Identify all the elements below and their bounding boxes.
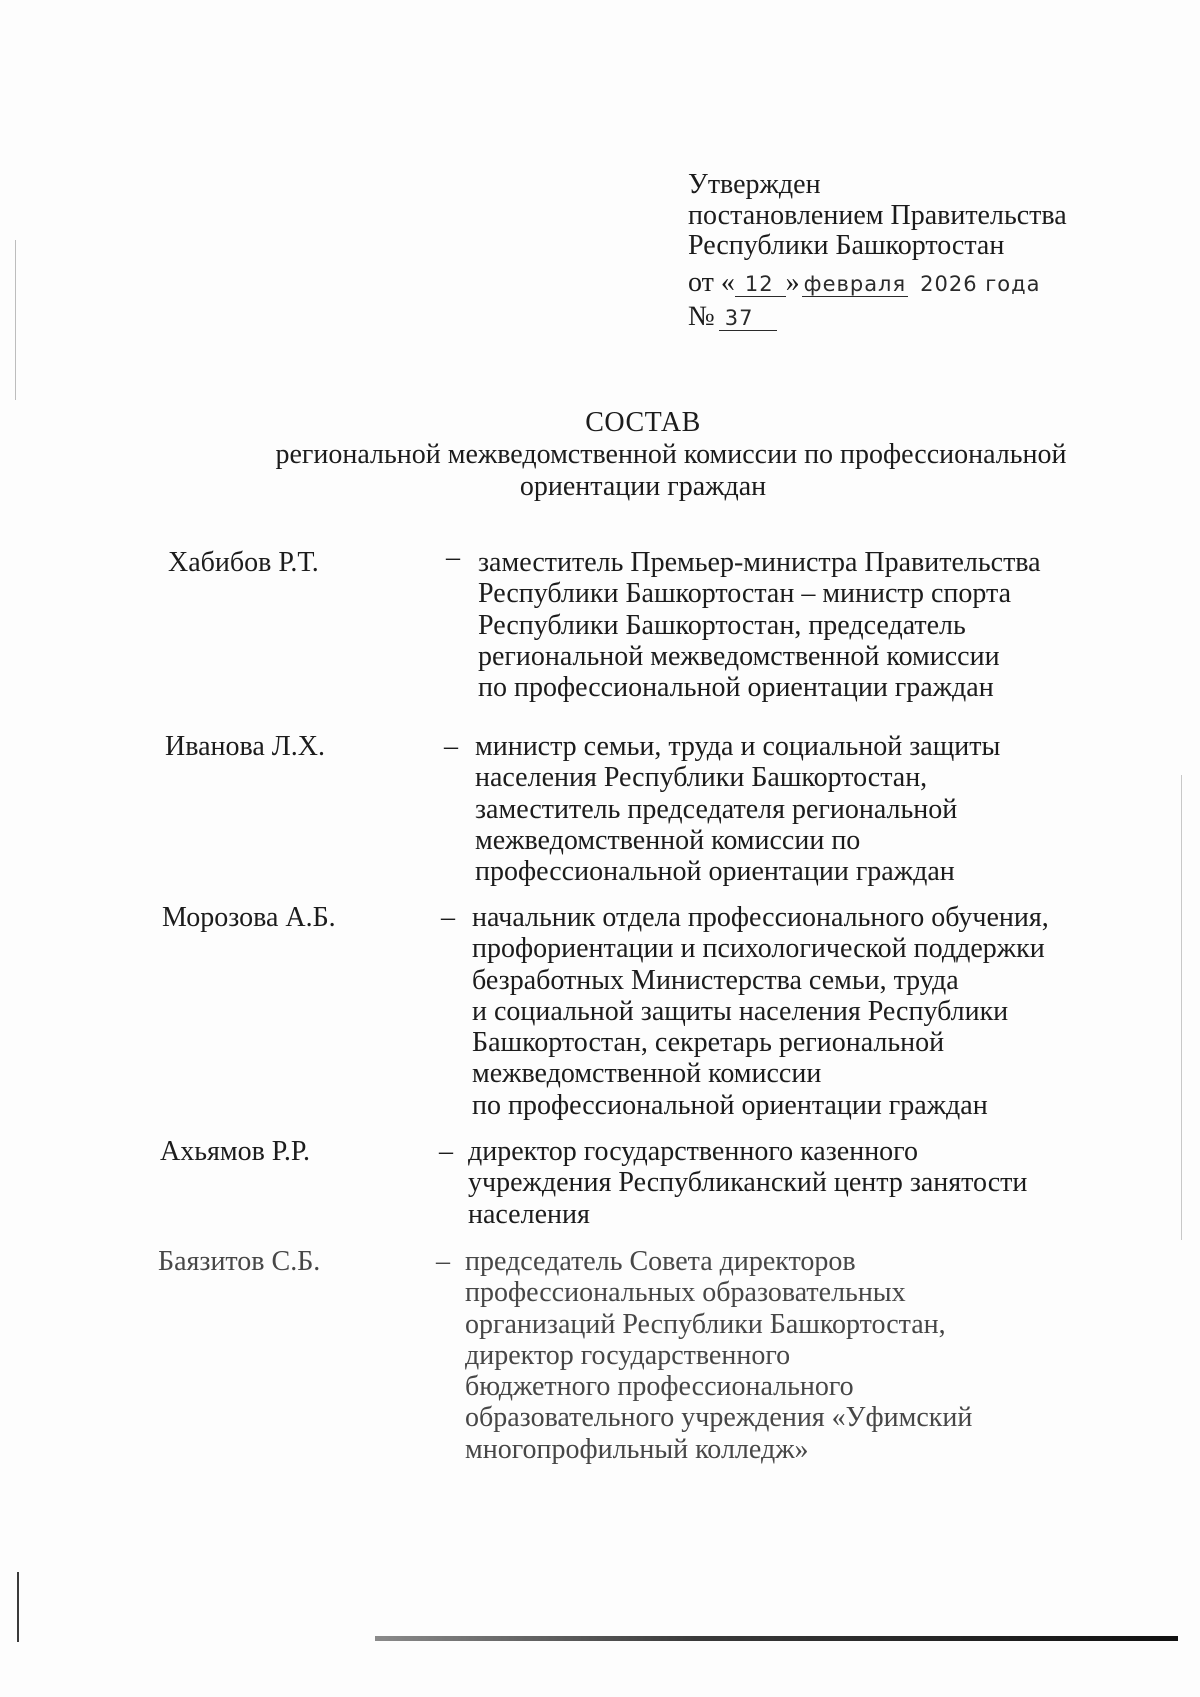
title-subtitle-line: региональной межведомственной комиссии по профессиональной xyxy=(275,439,1067,470)
approval-date-line xyxy=(688,267,1041,300)
bottom-rule-line xyxy=(375,1636,1178,1641)
date-prefix: от « xyxy=(688,267,735,298)
member-position xyxy=(468,1136,1027,1230)
scan-artifact-line xyxy=(1181,775,1182,1240)
approval-line: Республики Башкортостан xyxy=(688,230,1005,261)
title-main: СОСТАВ xyxy=(585,407,701,438)
member-position-line: директор государственного xyxy=(465,1339,791,1371)
title-subtitle-line: ориентации граждан xyxy=(519,471,767,502)
member-position-line: заместитель председателя региональной xyxy=(475,793,958,825)
member-name: Иванова Л.Х. xyxy=(165,731,325,762)
member-position-line: по профессиональной ориентации граждан xyxy=(478,672,994,704)
member-position-line: образовательного учреждения «Уфимский xyxy=(465,1402,973,1434)
date-month-field: февраля xyxy=(803,272,907,296)
member-position-line: региональной межведомственной комиссии xyxy=(478,640,1000,672)
member-position-line: по профессиональной ориентации граждан xyxy=(472,1089,988,1121)
member-position-line: профориентации и психологической поддержки xyxy=(472,933,1045,965)
member-position-line: безработных Министерства семьи, труда xyxy=(472,964,959,996)
approval-line: Утвержден xyxy=(688,169,821,200)
member-position-line: Республики Башкортостан, председатель xyxy=(478,609,966,641)
member-position-line: профессиональной ориентации граждан xyxy=(475,856,955,888)
document-title xyxy=(186,407,1100,503)
member-position-line: межведомственной комиссии по xyxy=(475,824,861,856)
member-position-line: начальник отдела профессионального обучения, xyxy=(472,902,1049,933)
member-dash: – xyxy=(441,902,455,933)
member-position xyxy=(478,547,1041,703)
member-position xyxy=(472,902,1049,1121)
member-position xyxy=(475,731,1000,887)
member-position-line: и социальной защиты населения Республики xyxy=(472,995,1009,1027)
approval-line: постановлением Правительства xyxy=(688,200,1067,231)
member-dash: – xyxy=(446,542,460,573)
member-position-line: учреждения Республиканский центр занятости xyxy=(468,1167,1028,1199)
member-position-line: многопрофильный колледж» xyxy=(465,1433,809,1465)
member-position-line: Башкортостан, секретарь региональной xyxy=(472,1027,945,1059)
member-dash: – xyxy=(436,1246,450,1277)
date-close-quote: » xyxy=(785,267,800,298)
member-position-line: директор государственного казенного xyxy=(468,1136,918,1167)
number-prefix: № xyxy=(688,301,715,332)
member-name: Ахьямов Р.Р. xyxy=(160,1136,310,1167)
member-dash: – xyxy=(444,731,458,762)
member-dash: – xyxy=(439,1136,453,1167)
member-position-line: межведомственной комиссии xyxy=(472,1058,822,1090)
member-position-line: организаций Республики Башкортостан, xyxy=(465,1308,946,1340)
number-field: 37 xyxy=(719,306,778,331)
date-day-field: 12 xyxy=(735,272,786,297)
member-position-line: министр семьи, труда и социальной защиты xyxy=(475,731,1001,762)
member-position-line: бюджетного профессионального xyxy=(465,1371,854,1403)
member-position-line: профессиональных образовательных xyxy=(465,1277,906,1309)
member-name: Морозова А.Б. xyxy=(162,902,336,933)
member-position xyxy=(465,1246,972,1465)
member-position-line: Республики Башкортостан – министр спорта xyxy=(478,578,1012,610)
member-position-line: населения xyxy=(468,1198,590,1230)
member-position-line: населения Республики Башкортостан, xyxy=(475,762,928,794)
date-year: 2026 года xyxy=(920,272,1041,296)
approval-number-line xyxy=(688,301,777,332)
member-name: Баязитов С.Б. xyxy=(158,1246,321,1277)
member-position-line: председатель Совета директоров xyxy=(465,1246,856,1277)
scan-artifact-line xyxy=(15,240,16,400)
member-position-line: заместитель Премьер-министра Правительства xyxy=(478,547,1041,578)
scan-artifact-line xyxy=(17,1572,19,1642)
member-name: Хабибов Р.Т. xyxy=(168,547,319,578)
